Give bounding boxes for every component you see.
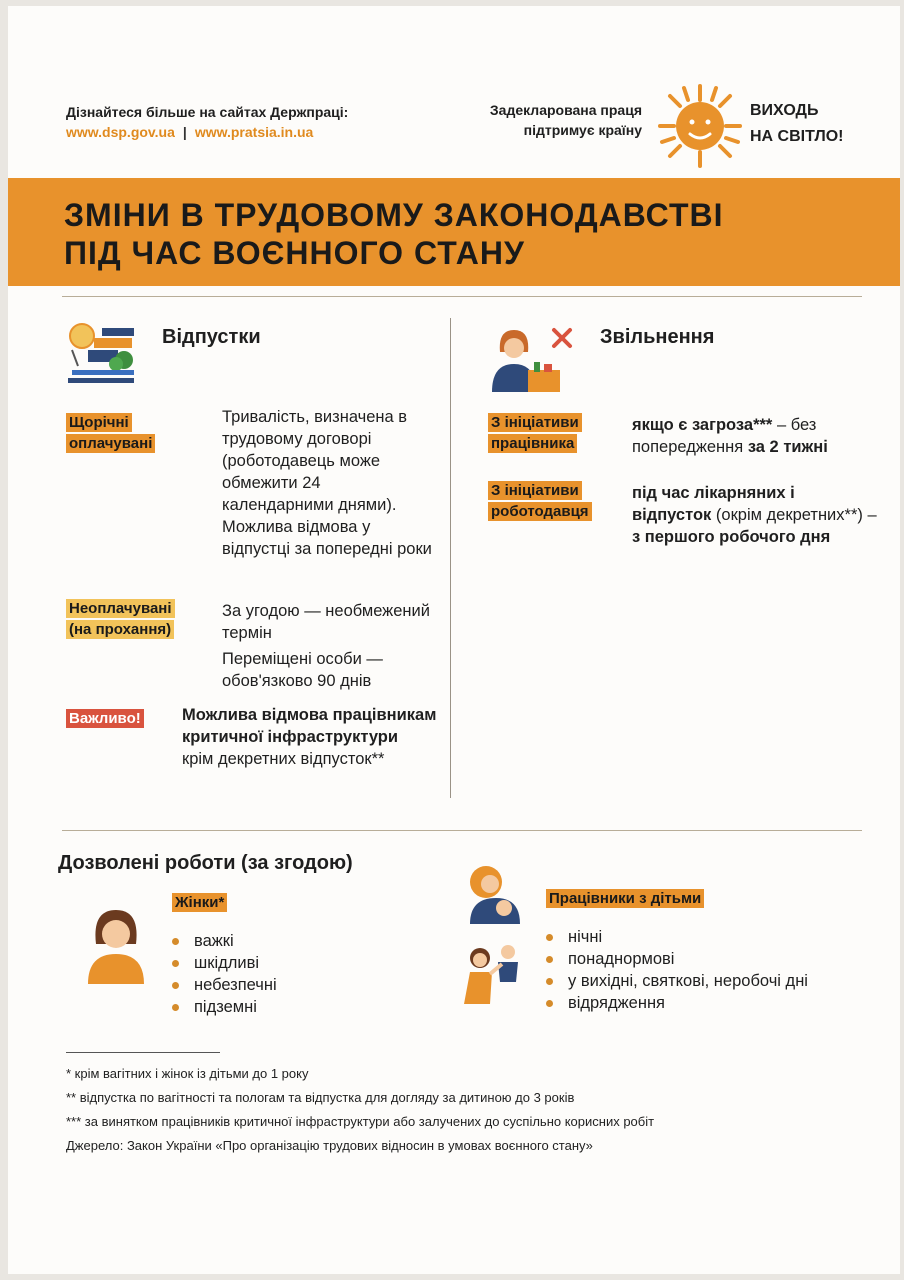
brand-slogan xyxy=(750,98,843,150)
sun-logo-icon xyxy=(656,82,744,170)
vacations-title: Відпустки xyxy=(162,326,261,348)
annual-tag-line2: оплачувані xyxy=(66,434,155,453)
allowed-work-title: Дозволені роботи (за згодою) xyxy=(58,852,353,874)
employer-tag-line1: З ініціативи xyxy=(488,481,582,500)
link-pratsia[interactable]: www.pratsia.in.ua xyxy=(194,124,314,140)
footnote-2: ** відпустка по вагітності та пологам та відпустка для догляду за дитиною до 3 років xyxy=(66,1090,575,1105)
employer-tag-line2: роботодавця xyxy=(488,502,592,521)
employee-tag-line2: працівника xyxy=(488,434,577,453)
list-item: шкідливі xyxy=(172,952,277,974)
column-divider xyxy=(450,318,451,798)
list-item: нічні xyxy=(546,926,808,948)
divider-top xyxy=(62,296,862,297)
important-tag xyxy=(66,708,144,729)
parents-tag-label: Працівники з дітьми xyxy=(546,889,704,908)
important-tag-label: Важливо! xyxy=(66,709,144,728)
link-dsp[interactable]: www.dsp.gov.ua xyxy=(66,124,175,140)
page-title-line2: ПІД ЧАС ВОЄННОГО СТАНУ xyxy=(64,235,525,271)
employer-initiative-text xyxy=(632,482,878,548)
brand-line1: ВИХОДЬ xyxy=(750,102,819,119)
brand-line2: НА СВІТЛО! xyxy=(750,128,844,145)
important-note-text: крім декретних відпусток** xyxy=(182,750,385,768)
vacation-icon xyxy=(66,320,138,390)
slogan-line1: Задекларована праця xyxy=(489,102,642,118)
unpaid-tag-line1: Неоплачувані xyxy=(66,599,175,618)
employee-initiative-text xyxy=(632,414,878,458)
slogan xyxy=(428,100,642,140)
list-item: підземні xyxy=(172,996,277,1018)
list-item: небезпечні xyxy=(172,974,277,996)
parents-icon xyxy=(460,858,530,1008)
learn-more-text: Дізнайтеся більше на сайтах Держпраці: xyxy=(66,104,349,120)
dismissal-icon xyxy=(484,322,580,394)
important-note-bold: Можлива відмова працівникам критичної інфраструктури xyxy=(182,706,437,746)
parents-tag xyxy=(546,888,704,909)
unpaid-description-2: Переміщені особи — обов'язково 90 днів xyxy=(222,650,383,690)
annual-description: Тривалість, визначена в трудовому договорі (роботодавець може обмежити 24 календарними днями). Можлива відмова у відпустці за попередні роки xyxy=(222,408,432,558)
annual-tag xyxy=(66,412,155,454)
employee-tag-line1: З ініціативи xyxy=(488,413,582,432)
employee-text-plain: – без попередження xyxy=(632,416,817,456)
source-note: Джерело: Закон України «Про організацію трудових відносин в умовах воєнного стану» xyxy=(66,1138,593,1153)
flyer-page xyxy=(8,6,900,1274)
women-tag xyxy=(172,892,227,913)
employee-text-bold2: за 2 тижні xyxy=(747,438,828,456)
page-title-line1: ЗМІНИ В ТРУДОВОМУ ЗАКОНОДАВСТВІ xyxy=(64,197,724,233)
footnote-3: *** за винятком працівників критичної інфраструктури або залучених до суспільно корисних робіт xyxy=(66,1114,655,1129)
parents-list xyxy=(546,926,808,1014)
important-note xyxy=(182,704,444,770)
header-info xyxy=(66,102,348,142)
employer-text-plain: (окрім декретних**) – xyxy=(711,506,877,524)
employee-text-bold1: якщо є загроза*** xyxy=(632,416,773,434)
divider-middle xyxy=(62,830,862,831)
women-list xyxy=(172,930,277,1018)
employer-text-bold2: з першого робочого дня xyxy=(632,528,831,546)
women-tag-label: Жінки* xyxy=(172,893,227,912)
employer-text-bold1: під час лікарняних і відпусток xyxy=(632,484,795,524)
list-item: понаднормові xyxy=(546,948,808,970)
unpaid-tag xyxy=(66,598,175,640)
slogan-line2: підтримує країну xyxy=(523,122,642,138)
list-item: важкі xyxy=(172,930,277,952)
list-item: у вихідні, святкові, неробочі дні xyxy=(546,970,808,992)
unpaid-description-1: За угодою — необмежений термін xyxy=(222,602,430,642)
page-title xyxy=(64,196,724,272)
employer-initiative-tag xyxy=(488,480,592,522)
footnote-divider xyxy=(66,1052,220,1053)
list-item: відрядження xyxy=(546,992,808,1014)
woman-icon xyxy=(84,904,148,984)
dismissal-title: Звільнення xyxy=(600,326,715,348)
employee-initiative-tag xyxy=(488,412,582,454)
footnote-1: * крім вагітних і жінок із дітьми до 1 року xyxy=(66,1066,309,1081)
annual-tag-line1: Щорічні xyxy=(66,413,132,432)
link-separator: | xyxy=(182,124,187,140)
unpaid-tag-line2: (на прохання) xyxy=(66,620,174,639)
